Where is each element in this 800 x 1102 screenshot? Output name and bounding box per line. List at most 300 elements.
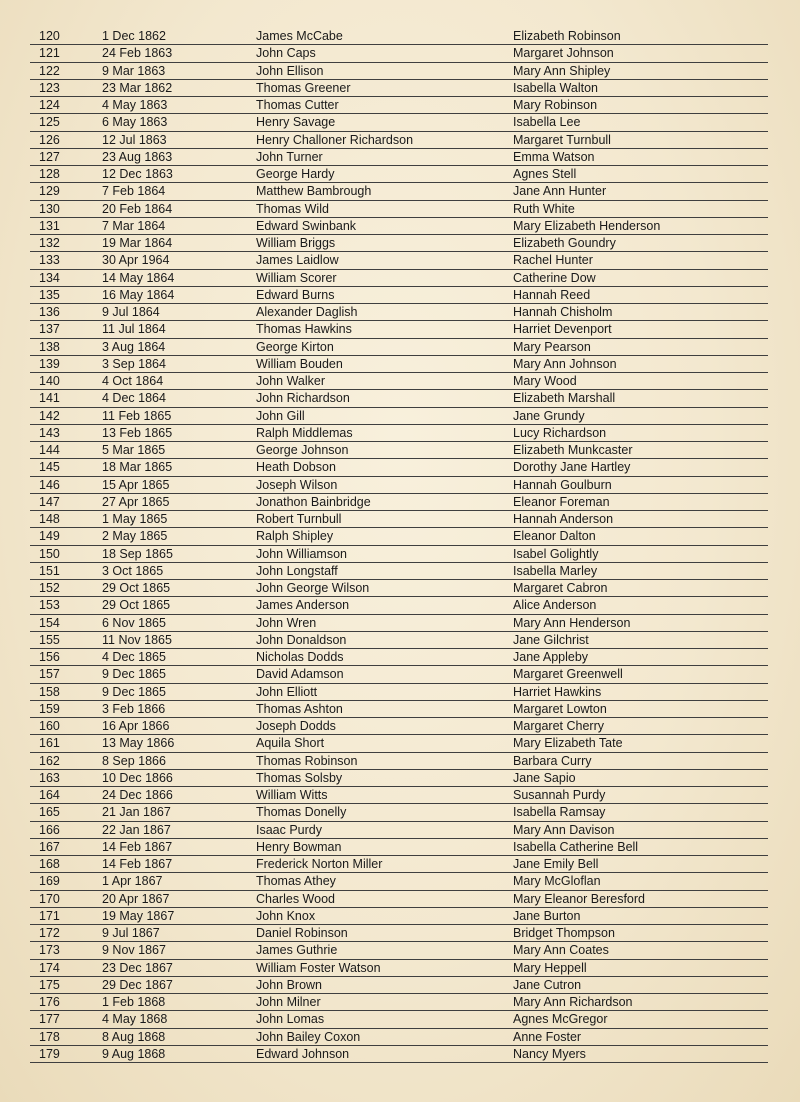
groom-name: James McCabe	[256, 29, 343, 43]
bride-name: Mary Wood	[513, 374, 577, 388]
groom-name: James Anderson	[256, 598, 350, 613]
table-row	[30, 615, 768, 632]
marriage-date: 4 May 1868	[102, 1012, 168, 1027]
bride-name: Jane Ann Hunter	[513, 184, 607, 199]
bride-name: Hannah Anderson	[513, 512, 614, 526]
bride-name: Elizabeth Marshall	[513, 391, 616, 406]
entry-number: 133	[39, 253, 60, 268]
entry-number: 137	[39, 322, 60, 337]
table-row	[30, 1011, 768, 1028]
bride-name: Jane Cutron	[513, 977, 582, 992]
table-row	[30, 546, 768, 563]
bride-name: Elizabeth Robinson	[513, 29, 621, 43]
groom-name: Frederick Norton Miller	[256, 857, 383, 871]
entry-number: 139	[39, 356, 60, 371]
bride-name: Jane Appleby	[513, 650, 589, 664]
marriage-date: 9 Nov 1867	[102, 943, 166, 958]
bride-name: Mary Elizabeth Henderson	[513, 218, 661, 233]
table-row	[30, 304, 768, 321]
groom-name: Thomas Wild	[256, 201, 329, 216]
groom-name: Robert Turnbull	[256, 512, 342, 526]
marriage-date: 19 Mar 1864	[102, 236, 173, 250]
bride-name: Jane Gilchrist	[513, 632, 589, 647]
groom-name: John George Wilson	[256, 581, 370, 595]
table-row	[30, 787, 768, 804]
marriage-date: 14 Feb 1867	[102, 857, 173, 871]
entry-number: 161	[39, 736, 60, 751]
entry-number: 151	[39, 563, 60, 578]
entry-number: 171	[39, 908, 60, 923]
table-row	[30, 891, 768, 908]
bride-name: Mary Ann Coates	[513, 943, 609, 958]
entry-number: 155	[39, 632, 60, 647]
marriage-date: 7 Feb 1864	[102, 184, 166, 199]
marriage-date: 30 Apr 1964	[102, 253, 170, 268]
groom-name: Aquila Short	[256, 736, 325, 751]
bride-name: Mary Eleanor Beresford	[513, 891, 646, 906]
table-row	[30, 753, 768, 770]
table-row	[30, 511, 768, 528]
entry-number: 135	[39, 287, 60, 302]
bride-name: Isabella Catherine Bell	[513, 839, 639, 854]
marriage-date: 14 May 1864	[102, 270, 175, 285]
bride-name: Catherine Dow	[513, 270, 596, 285]
marriage-date: 3 Feb 1866	[102, 701, 166, 716]
entry-number: 175	[39, 977, 60, 992]
groom-name: John Gill	[256, 408, 305, 423]
entry-number: 169	[39, 874, 60, 889]
marriage-date: 3 Oct 1865	[102, 563, 164, 578]
marriage-date: 12 Dec 1863	[102, 167, 173, 181]
entry-number: 134	[39, 270, 60, 285]
table-row	[30, 666, 768, 683]
table-row	[30, 287, 768, 304]
marriage-date: 1 Apr 1867	[102, 874, 163, 889]
groom-name: Thomas Donelly	[256, 805, 347, 820]
marriage-date: 21 Jan 1867	[102, 805, 171, 820]
groom-name: James Laidlow	[256, 253, 339, 268]
bride-name: Margaret Cabron	[513, 581, 608, 595]
table-row	[30, 994, 768, 1011]
bride-name: Bridget Thompson	[513, 926, 615, 940]
groom-name: Henry Bowman	[256, 839, 342, 854]
entry-number: 128	[39, 167, 60, 181]
groom-name: Ralph Middlemas	[256, 425, 353, 440]
marriage-date: 16 Apr 1866	[102, 719, 170, 733]
groom-name: Thomas Solsby	[256, 770, 343, 785]
entry-number: 160	[39, 719, 60, 733]
groom-name: Matthew Bambrough	[256, 184, 372, 199]
entry-number: 140	[39, 374, 60, 388]
bride-name: Mary Heppell	[513, 960, 587, 975]
marriage-date: 20 Feb 1864	[102, 201, 173, 216]
bride-name: Isabella Marley	[513, 563, 598, 578]
table-row	[30, 977, 768, 994]
bride-name: Isabel Golightly	[513, 546, 599, 561]
table-row	[30, 149, 768, 166]
marriage-date: 2 May 1865	[102, 529, 168, 544]
entry-number: 141	[39, 391, 60, 406]
bride-name: Isabella Walton	[513, 80, 598, 95]
marriage-date: 1 Dec 1862	[102, 29, 166, 43]
entry-number: 143	[39, 425, 60, 440]
bride-name: Margaret Lowton	[513, 701, 607, 716]
groom-name: Nicholas Dodds	[256, 650, 344, 664]
marriage-date: 23 Dec 1867	[102, 960, 173, 975]
groom-name: John Donaldson	[256, 632, 347, 647]
table-row	[30, 925, 768, 942]
groom-name: David Adamson	[256, 667, 344, 682]
table-row	[30, 960, 768, 977]
table-row	[30, 356, 768, 373]
table-row	[30, 1029, 768, 1046]
marriage-date: 9 Jul 1867	[102, 926, 160, 940]
marriage-date: 3 Aug 1864	[102, 339, 166, 354]
bride-name: Margaret Greenwell	[513, 667, 623, 682]
marriage-date: 9 Dec 1865	[102, 684, 166, 699]
groom-name: Jonathon Bainbridge	[256, 494, 371, 509]
marriage-date: 24 Feb 1863	[102, 46, 173, 61]
groom-name: John Longstaff	[256, 563, 338, 578]
entry-number: 159	[39, 701, 60, 716]
marriage-date: 27 Apr 1865	[102, 494, 170, 509]
entry-number: 167	[39, 839, 60, 854]
marriage-date: 13 May 1866	[102, 736, 175, 751]
bride-name: Jane Sapio	[513, 770, 576, 785]
bride-name: Agnes McGregor	[513, 1012, 608, 1027]
table-row	[30, 856, 768, 873]
entry-number: 173	[39, 943, 60, 958]
bride-name: Mary Ann Johnson	[513, 356, 617, 371]
marriage-date: 29 Oct 1865	[102, 581, 171, 595]
entry-number: 148	[39, 512, 60, 526]
groom-name: John Caps	[256, 46, 316, 61]
marriage-date: 16 May 1864	[102, 287, 175, 302]
groom-name: William Bouden	[256, 356, 343, 371]
table-row	[30, 270, 768, 287]
table-row	[30, 528, 768, 545]
marriage-date: 24 Dec 1866	[102, 788, 173, 802]
bride-name: Barbara Curry	[513, 753, 592, 768]
groom-name: John Knox	[256, 908, 316, 923]
bride-name: Isabella Ramsay	[513, 805, 606, 820]
marriage-date: 9 Dec 1865	[102, 667, 166, 682]
entry-number: 122	[39, 63, 60, 78]
table-row	[30, 873, 768, 890]
marriage-date: 11 Jul 1864	[102, 322, 166, 337]
table-row	[30, 408, 768, 425]
table-row	[30, 97, 768, 114]
groom-name: George Johnson	[256, 443, 349, 457]
marriage-date: 4 May 1863	[102, 98, 168, 112]
groom-name: Daniel Robinson	[256, 926, 348, 940]
groom-name: John Richardson	[256, 391, 350, 406]
groom-name: Edward Swinbank	[256, 218, 357, 233]
groom-name: John Brown	[256, 977, 323, 992]
entry-number: 174	[39, 960, 60, 975]
bride-name: Margaret Turnbull	[513, 132, 611, 147]
groom-name: John Elliott	[256, 684, 318, 699]
groom-name: Alexander Daglish	[256, 305, 358, 319]
groom-name: William Foster Watson	[256, 960, 381, 975]
marriage-date: 13 Feb 1865	[102, 425, 173, 440]
entry-number: 154	[39, 615, 60, 630]
bride-name: Nancy Myers	[513, 1046, 586, 1061]
marriage-date: 4 Dec 1864	[102, 391, 166, 406]
table-row	[30, 822, 768, 839]
entry-number: 163	[39, 770, 60, 785]
table-row	[30, 735, 768, 752]
bride-name: Margaret Johnson	[513, 46, 614, 61]
bride-name: Anne Foster	[513, 1029, 582, 1044]
marriage-date: 7 Mar 1864	[102, 218, 166, 233]
marriage-date: 8 Sep 1866	[102, 753, 166, 768]
table-row	[30, 718, 768, 735]
groom-name: James Guthrie	[256, 943, 338, 958]
entry-number: 157	[39, 667, 60, 682]
bride-name: Mary Ann Henderson	[513, 615, 631, 630]
entry-number: 132	[39, 236, 60, 250]
groom-name: Thomas Cutter	[256, 98, 339, 112]
table-row	[30, 459, 768, 476]
entry-number: 176	[39, 995, 60, 1009]
groom-name: Thomas Hawkins	[256, 322, 352, 337]
groom-name: John Milner	[256, 995, 321, 1009]
groom-name: George Hardy	[256, 167, 335, 181]
bride-name: Elizabeth Goundry	[513, 236, 616, 250]
table-row	[30, 632, 768, 649]
entry-number: 158	[39, 684, 60, 699]
marriage-date: 14 Feb 1867	[102, 839, 173, 854]
marriage-date: 1 Feb 1868	[102, 995, 166, 1009]
marriage-date: 1 May 1865	[102, 512, 168, 526]
table-row	[30, 1046, 768, 1063]
table-row	[30, 701, 768, 718]
entry-number: 178	[39, 1029, 60, 1044]
table-row	[30, 684, 768, 701]
table-row	[30, 477, 768, 494]
entry-number: 165	[39, 805, 60, 820]
bride-name: Mary Pearson	[513, 339, 591, 354]
groom-name: William Briggs	[256, 236, 336, 250]
bride-name: Agnes Stell	[513, 167, 577, 181]
table-row	[30, 942, 768, 959]
table-row	[30, 770, 768, 787]
entry-number: 162	[39, 753, 60, 768]
table-row	[30, 218, 768, 235]
bride-name: Hannah Reed	[513, 287, 591, 302]
entry-number: 172	[39, 926, 60, 940]
entry-number: 156	[39, 650, 60, 664]
marriage-date: 4 Oct 1864	[102, 374, 164, 388]
groom-name: John Lomas	[256, 1012, 325, 1027]
marriage-date: 9 Jul 1864	[102, 305, 160, 319]
entry-number: 149	[39, 529, 60, 544]
entry-number: 147	[39, 494, 60, 509]
groom-name: John Turner	[256, 149, 323, 164]
marriage-date: 23 Aug 1863	[102, 149, 173, 164]
table-row	[30, 183, 768, 200]
entry-number: 170	[39, 891, 60, 906]
bride-name: Ruth White	[513, 201, 575, 216]
table-row	[30, 28, 768, 45]
groom-name: John Wren	[256, 615, 317, 630]
table-row	[30, 252, 768, 269]
bride-name: Mary McGloflan	[513, 874, 601, 889]
table-row	[30, 166, 768, 183]
bride-name: Elizabeth Munkcaster	[513, 443, 633, 457]
groom-name: Charles Wood	[256, 891, 335, 906]
entry-number: 144	[39, 443, 60, 457]
groom-name: Edward Johnson	[256, 1046, 350, 1061]
groom-name: Ralph Shipley	[256, 529, 334, 544]
groom-name: Joseph Wilson	[256, 477, 338, 492]
bride-name: Mary Ann Davison	[513, 822, 615, 837]
table-row	[30, 235, 768, 252]
bride-name: Hannah Chisholm	[513, 305, 613, 319]
entry-number: 126	[39, 132, 60, 147]
bride-name: Mary Robinson	[513, 98, 598, 112]
entry-number: 166	[39, 822, 60, 837]
marriage-date: 9 Aug 1868	[102, 1046, 166, 1061]
entry-number: 124	[39, 98, 60, 112]
groom-name: Henry Savage	[256, 115, 336, 130]
entry-number: 130	[39, 201, 60, 216]
entry-number: 150	[39, 546, 60, 561]
entry-number: 152	[39, 581, 60, 595]
bride-name: Lucy Richardson	[513, 425, 607, 440]
bride-name: Susannah Purdy	[513, 788, 606, 802]
bride-name: Jane Grundy	[513, 408, 585, 423]
bride-name: Mary Ann Shipley	[513, 63, 611, 78]
marriage-date: 23 Mar 1862	[102, 80, 173, 95]
bride-name: Rachel Hunter	[513, 253, 593, 268]
entry-number: 142	[39, 408, 60, 423]
entry-number: 123	[39, 80, 60, 95]
entry-number: 131	[39, 218, 60, 233]
table-row	[30, 201, 768, 218]
bride-name: Margaret Cherry	[513, 719, 604, 733]
bride-name: Isabella Lee	[513, 115, 581, 130]
entry-number: 127	[39, 149, 60, 164]
marriage-date: 5 Mar 1865	[102, 443, 166, 457]
table-row	[30, 804, 768, 821]
table-row	[30, 442, 768, 459]
marriage-date: 19 May 1867	[102, 908, 175, 923]
bride-name: Harriet Devenport	[513, 322, 612, 337]
marriage-date: 12 Jul 1863	[102, 132, 167, 147]
bride-name: Alice Anderson	[513, 598, 597, 613]
entry-number: 153	[39, 598, 60, 613]
table-row	[30, 45, 768, 62]
entry-number: 146	[39, 477, 60, 492]
marriage-date: 29 Oct 1865	[102, 598, 171, 613]
entry-number: 145	[39, 460, 60, 475]
entry-number: 129	[39, 184, 60, 199]
groom-name: Edward Burns	[256, 287, 335, 302]
groom-name: Henry Challoner Richardson	[256, 132, 414, 147]
table-row	[30, 63, 768, 80]
groom-name: Thomas Greener	[256, 80, 351, 95]
marriage-date: 4 Dec 1865	[102, 650, 166, 664]
table-row	[30, 839, 768, 856]
marriage-date: 20 Apr 1867	[102, 891, 170, 906]
marriage-date: 6 May 1863	[102, 115, 168, 130]
bride-name: Harriet Hawkins	[513, 684, 602, 699]
groom-name: William Witts	[256, 788, 328, 802]
groom-name: Isaac Purdy	[256, 822, 323, 837]
table-row	[30, 373, 768, 390]
entry-number: 179	[39, 1046, 60, 1061]
table-row	[30, 494, 768, 511]
marriage-date: 11 Feb 1865	[102, 408, 172, 423]
marriage-date: 9 Mar 1863	[102, 63, 166, 78]
bride-name: Emma Watson	[513, 149, 595, 164]
groom-name: William Scorer	[256, 270, 337, 285]
groom-name: John Bailey Coxon	[256, 1029, 361, 1044]
entry-number: 177	[39, 1012, 60, 1027]
groom-name: George Kirton	[256, 339, 334, 354]
table-row	[30, 390, 768, 407]
bride-name: Eleanor Foreman	[513, 494, 610, 509]
groom-name: Joseph Dodds	[256, 719, 336, 733]
marriage-date: 3 Sep 1864	[102, 356, 166, 371]
table-row	[30, 597, 768, 614]
marriage-register-table	[30, 28, 768, 1063]
marriage-date: 29 Dec 1867	[102, 977, 173, 992]
groom-name: Thomas Robinson	[256, 753, 358, 768]
marriage-date: 6 Nov 1865	[102, 615, 166, 630]
table-row	[30, 908, 768, 925]
groom-name: Heath Dobson	[256, 460, 336, 475]
marriage-date: 11 Nov 1865	[102, 632, 172, 647]
groom-name: Thomas Athey	[256, 874, 336, 889]
bride-name: Jane Burton	[513, 908, 581, 923]
marriage-date: 8 Aug 1868	[102, 1029, 166, 1044]
table-row	[30, 114, 768, 131]
marriage-date: 18 Mar 1865	[102, 460, 173, 475]
bride-name: Hannah Goulburn	[513, 477, 612, 492]
entry-number: 168	[39, 857, 60, 871]
bride-name: Mary Elizabeth Tate	[513, 736, 623, 751]
marriage-date: 18 Sep 1865	[102, 546, 173, 561]
marriage-date: 15 Apr 1865	[102, 477, 170, 492]
table-row	[30, 425, 768, 442]
entry-number: 121	[39, 46, 60, 61]
bride-name: Dorothy Jane Hartley	[513, 460, 631, 475]
table-row	[30, 649, 768, 666]
marriage-date: 10 Dec 1866	[102, 770, 173, 785]
table-row	[30, 132, 768, 149]
entry-number: 136	[39, 305, 60, 319]
table-row	[30, 321, 768, 338]
groom-name: John Ellison	[256, 63, 324, 78]
entry-number: 164	[39, 788, 60, 802]
marriage-date: 22 Jan 1867	[102, 822, 171, 837]
groom-name: John Walker	[256, 374, 326, 388]
table-row	[30, 580, 768, 597]
bride-name: Eleanor Dalton	[513, 529, 596, 544]
entry-number: 120	[39, 29, 60, 43]
table-row	[30, 339, 768, 356]
entry-number: 138	[39, 339, 60, 354]
groom-name: John Williamson	[256, 546, 348, 561]
entry-number: 125	[39, 115, 60, 130]
groom-name: Thomas Ashton	[256, 701, 343, 716]
bride-name: Mary Ann Richardson	[513, 995, 633, 1009]
table-row	[30, 80, 768, 97]
bride-name: Jane Emily Bell	[513, 857, 599, 871]
